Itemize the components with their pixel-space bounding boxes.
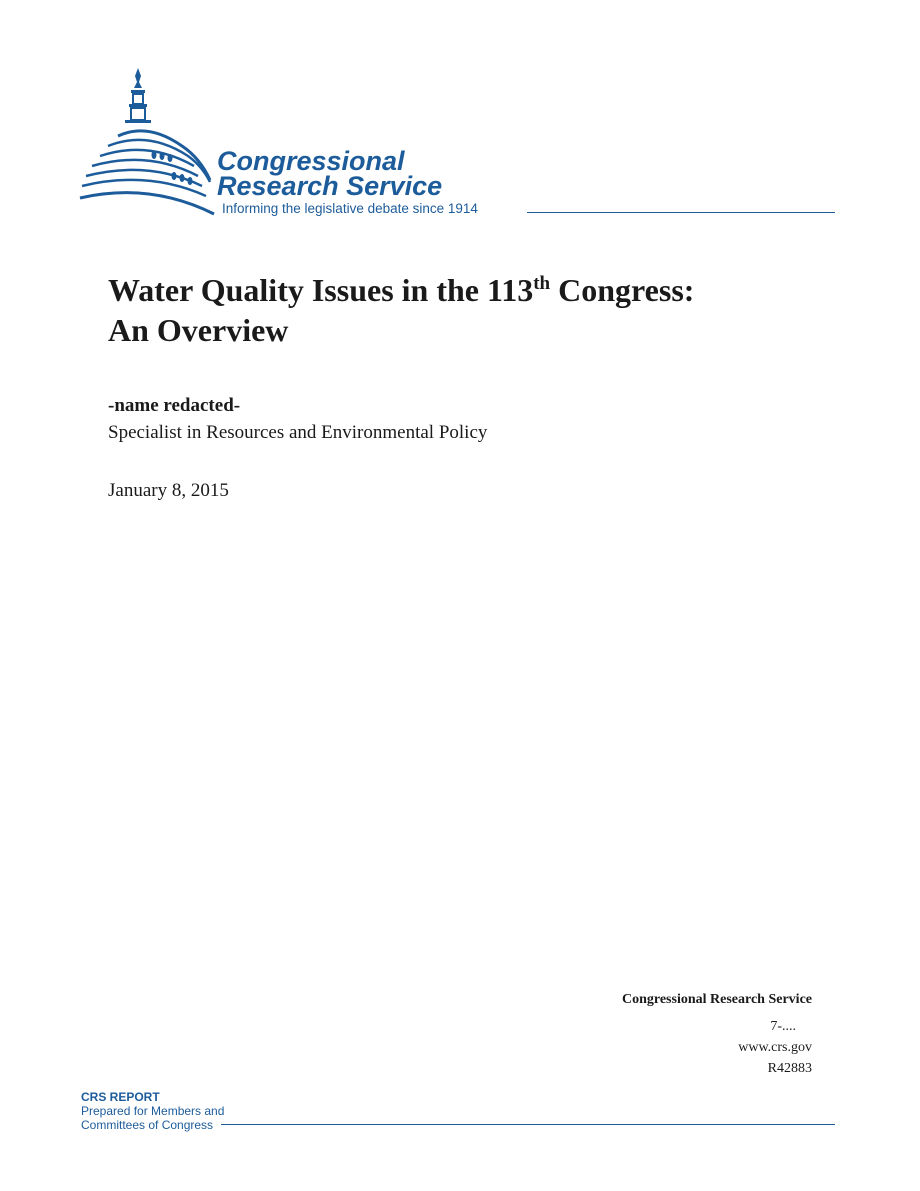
report-number: R42883 — [767, 1061, 812, 1076]
report-label-line2: Prepared for Members and — [81, 1104, 225, 1118]
title-superscript: th — [533, 273, 551, 294]
report-date: January 8, 2015 — [108, 480, 229, 501]
crs-report-label — [81, 1090, 224, 1132]
report-label-line3: Committees of Congress — [81, 1118, 214, 1132]
author-title: Specialist in Resources and Environmental Policy — [108, 422, 488, 443]
footer-divider — [221, 1124, 835, 1125]
org-contact-block — [622, 990, 812, 1079]
brand-name-line2: Research Service — [217, 171, 443, 201]
brand-tagline: Informing the legislative debate since 1914 — [222, 201, 478, 216]
report-label-line1: CRS REPORT — [81, 1090, 160, 1104]
title-text-part2: Congress: — [550, 272, 695, 308]
report-title — [108, 270, 828, 350]
org-website: www.crs.gov — [738, 1040, 812, 1055]
brand-name-line1: Congressional — [217, 146, 405, 176]
header-divider — [527, 212, 835, 213]
org-name: Congressional Research Service — [621, 992, 812, 1007]
title-text-line2: An Overview — [108, 312, 289, 348]
author-name: -name redacted- — [108, 395, 241, 416]
title-text-part1: Water Quality Issues in the 113 — [108, 272, 534, 308]
org-telephone: 7-.... — [770, 1019, 796, 1034]
